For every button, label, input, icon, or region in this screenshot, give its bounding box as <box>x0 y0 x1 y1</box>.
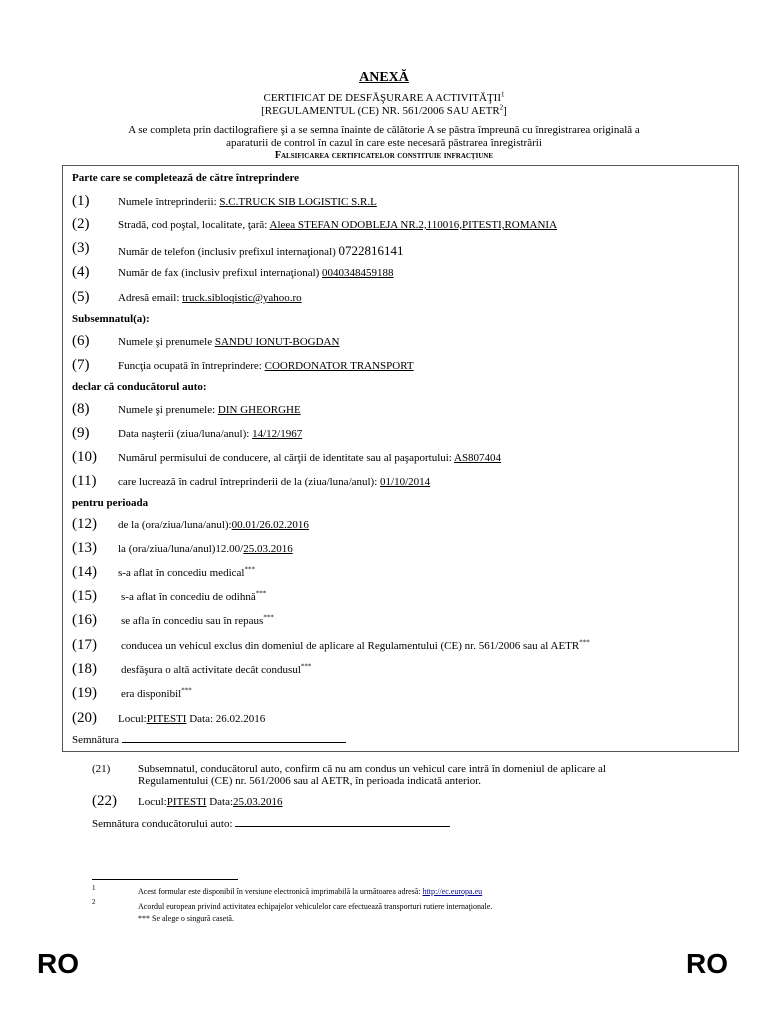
company-name-value: S.C.TRUCK SIB LOGISTIC S.R.L <box>219 196 377 208</box>
section-driver-heading: declar că conducătorul auto: <box>72 381 207 393</box>
address-value: Aleea STEFAN ODOBLEJA NR.2,110016,PITESTI,ROMANIA <box>269 219 558 231</box>
field-number: (8) <box>72 401 90 417</box>
field-label: Număr de telefon (inclusiv prefixul internaţional) <box>118 246 339 258</box>
field-number: (18) <box>72 661 97 677</box>
field-label: Numărul permisului de conducere, al cărţii de identitate sau al paşaportului: <box>118 452 454 464</box>
field-number: (7) <box>72 357 90 373</box>
driver-declaration-line-2: Regulamentului (CE) nr. 561/2006 sau al AETR, în perioada indicată anterior. <box>138 775 482 787</box>
option-label: conducea un vehicul exclus din domeniul de aplicare al Regulamentului (CE) nr. 561/2006 sau al AETR <box>121 640 580 652</box>
signature-label: Semnătura <box>72 734 122 746</box>
footnote-3-text: *** Se alege o singură casetă. <box>138 914 234 923</box>
field-label: Data naşterii (ziua/luna/anul): <box>118 428 253 440</box>
field-number: (14) <box>72 564 97 580</box>
certificate-title: CERTIFICAT DE DESFĂŞURARE A ACTIVITĂŢII$^1$ <box>263 90 505 104</box>
field-label: Stradă, cod poştal, localitate, ţară: <box>118 219 270 231</box>
field-number: (11) <box>72 473 97 489</box>
field-label: Adresă email: <box>118 292 183 304</box>
instruction-line-2: aparaturii de control în cazul în care este necesară păstrarea înregistrării <box>226 137 542 149</box>
footnote-2-number: 2 <box>92 898 96 906</box>
driver-name-value: DIN GHEORGHE <box>217 404 301 416</box>
field-label: de la (ora/ziua/luna/anul): <box>118 519 232 531</box>
signature-line <box>122 742 346 743</box>
email-value: truck.sibloqistic@yahoo.ro <box>182 292 302 304</box>
field-number: (15) <box>72 588 97 604</box>
field-number: (1) <box>72 193 90 209</box>
field-label: Funcţia ocupată în întreprindere: <box>118 360 265 372</box>
section-period-heading: pentru perioada <box>72 497 149 509</box>
field-number: (13) <box>72 540 97 556</box>
phone-value: 0722816141 <box>338 243 404 258</box>
option-label: era disponibil <box>121 688 182 700</box>
language-code-left: RO <box>37 948 79 979</box>
signatory-name-value: SANDU IONUT-BOGDAN <box>214 336 340 348</box>
period-from-value: 00.01/26.02.2016 <box>231 519 309 531</box>
field-label: Numele şi prenumele: <box>118 404 218 416</box>
option-label: s-a aflat în concediu medical <box>118 567 245 579</box>
field-label: Numele şi prenumele <box>118 336 215 348</box>
signatory-position-value: COORDONATOR TRANSPORT <box>264 360 414 372</box>
regulation-subtitle: [REGULAMENTUL (CE) NR. 561/2006 SAU AETR$^2$] <box>261 103 507 117</box>
field-number: (4) <box>72 264 90 280</box>
field-label: Numele întreprinderii: <box>118 196 220 208</box>
place-label: Locul: <box>118 713 147 725</box>
signature-label: Semnătura conducătorului auto: <box>92 818 236 830</box>
field-number: (16) <box>72 612 97 628</box>
field-label: care lucrează în cadrul întreprinderii de la (ziua/luna/anul): <box>118 476 381 488</box>
field-number: (9) <box>72 425 90 441</box>
field-label: la (ora/ziua/luna/anul)12.00/ <box>118 543 244 555</box>
employment-start-value: 01/10/2014 <box>380 476 431 488</box>
field-number: (20) <box>72 710 97 726</box>
driver-signature <box>92 818 450 830</box>
place-label: Locul: <box>138 796 167 808</box>
instruction-line-1: A se completa prin dactilografiere şi a se semna înainte de călătorie A se păstra împreună cu înregistrarea originală a <box>128 124 640 136</box>
license-number-value: AS807404 <box>454 452 502 464</box>
field-number: (10) <box>72 449 97 465</box>
footnote-2-text: Acordul european privind activitatea echipajelor vehiculelor care efectuează transporturi rutiere internaţionale. <box>138 902 493 911</box>
field-number: (17) <box>72 637 97 653</box>
field-number: (2) <box>72 216 90 232</box>
footnote-separator <box>92 879 238 880</box>
option-label: desfăşura o altă activitate decât condusul <box>121 664 301 676</box>
fax-value: 0040348459188 <box>322 267 394 279</box>
signature-line <box>235 826 450 827</box>
forgery-warning: Falsificarea certificatelor constituie infracţiune <box>274 150 494 161</box>
field-number: (22) <box>92 793 117 809</box>
section-company-heading: Parte care se completează de către întreprindere <box>72 172 300 184</box>
field-number: (5) <box>72 289 90 305</box>
footnote-link[interactable]: http://ec.europa.eu <box>422 887 483 896</box>
driver-declaration-line-1: Subsemnatul, conducătorul auto, confirm că nu am condus un vehicul care intră în domeniul de aplicare al <box>138 763 606 775</box>
field-number: (12) <box>72 516 97 532</box>
birth-date-value: 14/12/1967 <box>252 428 303 440</box>
footnote-1-text: Acest formular este disponibil în versiune electronică imprimabilă la următoarea adresă: http://ec.europa.eu <box>138 887 483 896</box>
date-value: 25.03.2016 <box>233 796 283 808</box>
language-code-right: RO <box>686 948 728 979</box>
footnote-1-number: 1 <box>92 884 96 892</box>
option-label: s-a aflat în concediu de odihnă <box>121 591 256 603</box>
date-label: Data: <box>206 796 234 808</box>
place-value: PITESTI <box>166 796 207 808</box>
field-number: (6) <box>72 333 90 349</box>
option-label: se afla în concediu sau în repaus <box>121 615 264 627</box>
section-signatory-heading: Subsemnatul(a): <box>72 313 150 325</box>
date-label: Data: 26.02.2016 <box>186 713 266 725</box>
field-label: Număr de fax (inclusiv prefixul internaţional) <box>118 267 323 279</box>
driver-declaration-number: (21) <box>92 763 111 775</box>
company-signature <box>72 734 346 746</box>
period-to-value: 25.03.2016 <box>243 543 293 555</box>
document-title: ANEXĂ <box>359 70 409 85</box>
place-value: PITESTI <box>146 713 187 725</box>
field-number: (19) <box>72 685 97 701</box>
field-number: (3) <box>72 240 90 256</box>
